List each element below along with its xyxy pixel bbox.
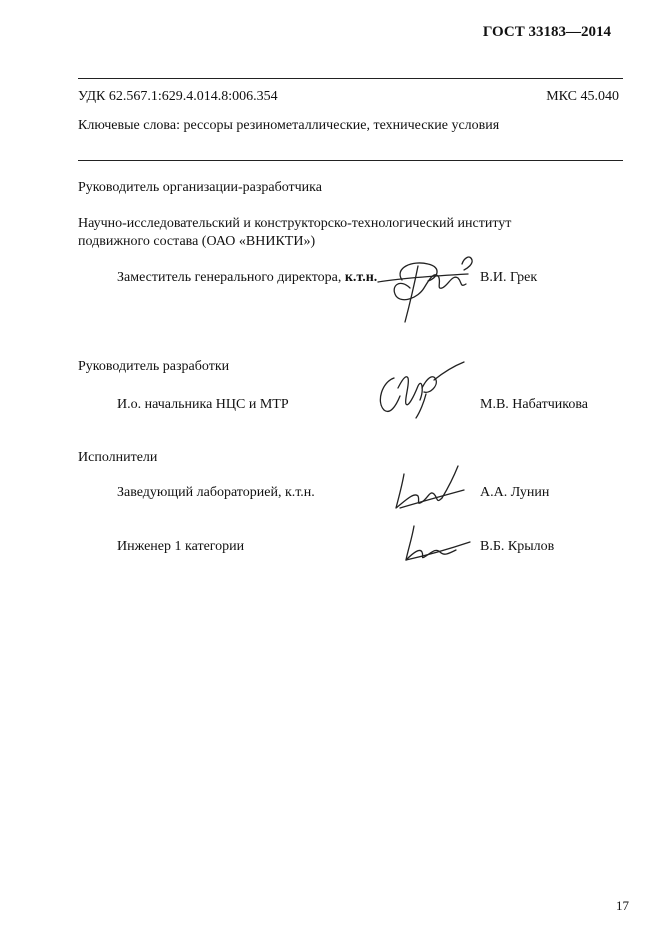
- signer-position-engineer: Инженер 1 категории: [117, 539, 245, 554]
- org-name-line2: подвижного состава (ОАО «ВНИКТИ»): [78, 234, 316, 249]
- keywords: Ключевые слова: рессоры резинометаллические, технические условия: [78, 118, 500, 133]
- signer-name-krylov: В.Б. Крылов: [480, 539, 555, 554]
- standard-number: ГОСТ 33183—2014: [482, 24, 611, 40]
- signer-position-lab-head: Заведующий лабораторией, к.т.н.: [117, 485, 315, 500]
- signature-krylov: [400, 520, 476, 566]
- signature-nabatchikova: [372, 360, 467, 420]
- top-divider: [78, 78, 623, 79]
- exec-section-heading: Исполнители: [78, 450, 158, 465]
- signature-grek: [372, 248, 477, 326]
- signer-position-text: Заместитель генерального директора,: [117, 270, 345, 285]
- signature-lunin: [392, 460, 472, 514]
- signer-name-grek: В.И. Грек: [480, 270, 538, 285]
- signer-degree: к.т.н.: [344, 270, 378, 285]
- signer-position-head: И.о. начальника НЦС и МТР: [117, 397, 289, 412]
- dev-section-heading: Руководитель разработки: [78, 359, 230, 374]
- udk-code: УДК 62.567.1:629.4.014.8:006.354: [78, 89, 278, 104]
- org-section-heading: Руководитель организации-разработчика: [78, 180, 322, 195]
- org-name-line1: Научно-исследовательский и конструкторско-технологический институт: [78, 216, 512, 231]
- page-number: 17: [616, 898, 629, 913]
- bottom-divider: [78, 160, 623, 161]
- signer-name-lunin: А.А. Лунин: [480, 485, 550, 500]
- signer-position-deputy-director: [117, 270, 377, 286]
- mks-code: МКС 45.040: [546, 89, 619, 104]
- signer-name-nabatchikova: М.В. Набатчикова: [480, 397, 588, 412]
